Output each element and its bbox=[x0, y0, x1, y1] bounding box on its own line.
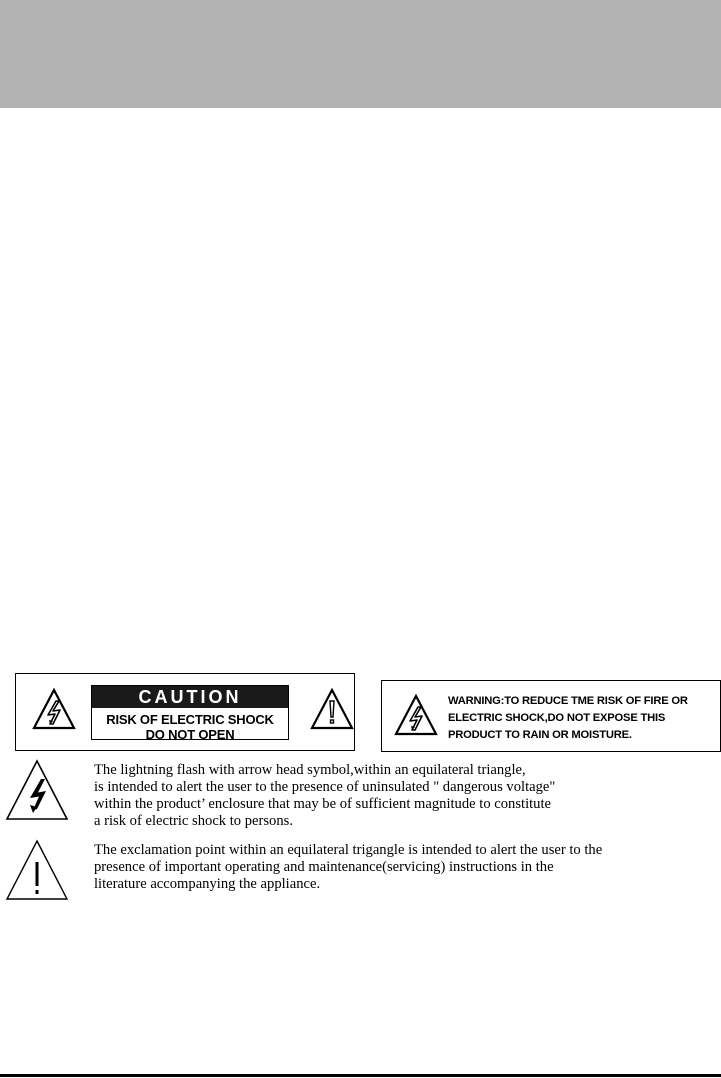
exclamation-triangle-icon bbox=[310, 688, 354, 737]
caution-title: CAUTION bbox=[92, 686, 288, 708]
symbol-text-lightning bbox=[94, 762, 714, 830]
lightning-triangle-icon bbox=[4, 758, 70, 829]
text-line: a risk of electric shock to persons. bbox=[94, 813, 293, 829]
text-line: within the product’ enclosure that may be of sufficient magnitude to constitute bbox=[94, 796, 552, 812]
text-line: is intended to alert the user to the presence of uninsulated " dangerous voltage" bbox=[94, 779, 556, 795]
text-line: literature accompanying the appliance. bbox=[94, 876, 321, 892]
exclamation-triangle-icon bbox=[4, 838, 70, 909]
lightning-triangle-icon bbox=[394, 694, 438, 743]
text-line: The lightning flash with arrow head symbol,within an equilateral triangle, bbox=[94, 762, 526, 778]
warning-box bbox=[381, 680, 721, 752]
warning-line-3: PRODUCT TO RAIN OR MOISTURE. bbox=[448, 729, 632, 741]
warning-text bbox=[448, 693, 720, 744]
warning-line-1: WARNING:TO REDUCE TME RISK OF FIRE OR bbox=[448, 695, 688, 707]
symbol-text-exclamation bbox=[94, 842, 714, 893]
header-band bbox=[0, 0, 721, 108]
warning-line-2: ELECTRIC SHOCK,DO NOT EXPOSE THIS bbox=[448, 712, 666, 724]
caution-line-1: RISK OF ELECTRIC SHOCK bbox=[106, 712, 274, 727]
caution-label bbox=[91, 685, 289, 740]
caution-line-2: DO NOT OPEN bbox=[145, 727, 235, 742]
text-line: presence of important operating and maintenance(servicing) instructions in the bbox=[94, 859, 554, 875]
footer-rule bbox=[0, 1074, 721, 1077]
lightning-triangle-icon bbox=[32, 688, 76, 737]
text-line: The exclamation point within an equilateral trigangle is intended to alert the user to the bbox=[94, 842, 603, 858]
caution-box bbox=[15, 673, 355, 751]
